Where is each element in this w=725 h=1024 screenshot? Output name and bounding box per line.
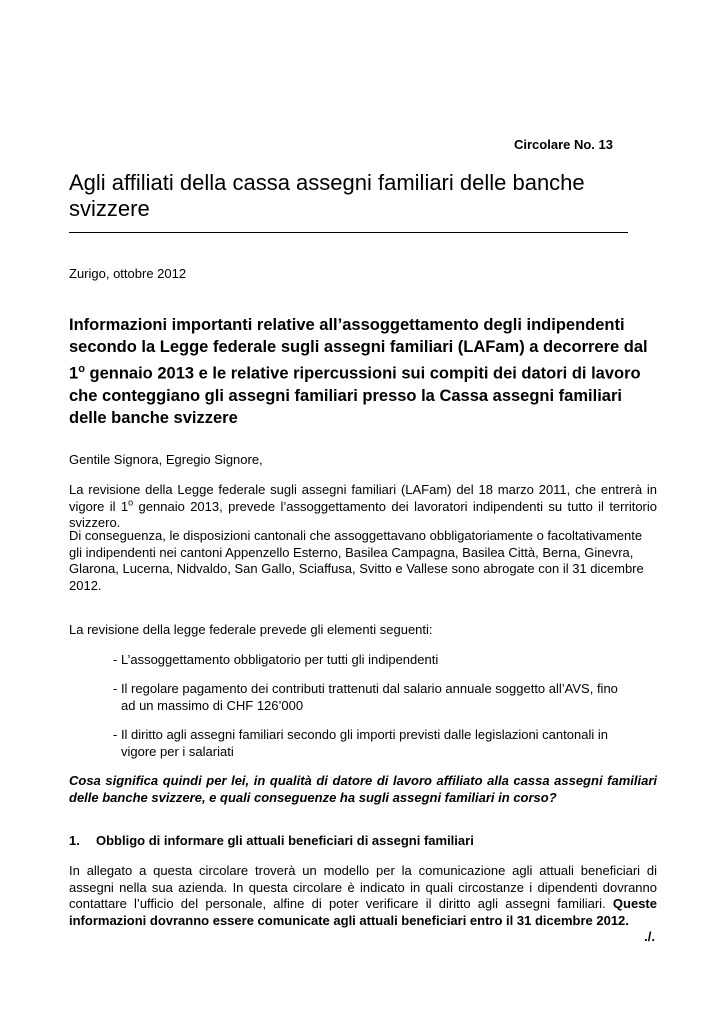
subject-heading [69, 314, 659, 429]
list-item-line1: - L’assoggettamento obbligatorio per tutti gli indipendenti [113, 652, 439, 667]
section-title: Obbligo di informare gli attuali beneficiari di assegni familiari [96, 833, 474, 848]
greeting: Gentile Signora, Egregio Signore, [69, 452, 263, 467]
list-item-line2: ad un massimo di CHF 126’000 [121, 697, 304, 713]
document-title: Agli affiliati della cassa assegni familiari delle banche svizzere [69, 170, 585, 221]
title-underline [69, 232, 628, 233]
heading-text-part2: gennaio 2013 e le relative ripercussioni sui compiti dei datori di lavoro che conteggiano gli assegni familiari presso la Cassa assegni familiari delle banche svizzere [69, 364, 641, 427]
question-paragraph: Cosa significa quindi per lei, in qualità di datore di lavoro affiliato alla cassa assegni familiari delle banche svizzere, e quali conseguenze ha sugli assegni familiari in corso? [69, 773, 657, 805]
paragraph1-superscript: o [128, 497, 134, 508]
section-heading [69, 833, 657, 848]
paragraph-consequence: Di conseguenza, le disposizioni cantonali che assoggettavano obbligatoriamente o facoltativamente gli indipendenti nei cantoni Appenzello Esterno, Basilea Campagna, Basilea Città, Berna, Ginevra, Glarona, Lucerna, Nidvaldo, San Gallo, Sciaffusa, Svitto e Vallese sono abrogate con il 31 dicembre 2012. [69, 528, 644, 593]
heading-superscript: o [78, 363, 85, 375]
heading-text-part1: Informazioni importanti relative all’assoggettamento degli indipendenti secondo la Legge federale sugli assegni familiari (LAFam) a decorrere dal 1 [69, 316, 648, 383]
circular-number: Circolare No. 13 [514, 137, 613, 152]
place-date: Zurigo, ottobre 2012 [69, 266, 187, 281]
list-item [113, 681, 658, 714]
paragraph-elements-intro: La revisione della legge federale prevede gli elementi seguenti: [69, 622, 433, 637]
list-item-line2: vigore per i salariati [121, 743, 234, 759]
list-item-line1: - Il regolare pagamento dei contributi trattenuti dal salario annuale soggetto all’AVS, fino [113, 681, 618, 696]
section-number: 1. [69, 833, 80, 848]
continuation-mark: ./. [644, 929, 655, 944]
paragraph1-part1: La revisione della Legge federale sugli assegni familiari (LAFam) del 18 marzo 2011, che entrerà in vigore il 1 [69, 482, 657, 514]
section-bold-text: Queste informazioni dovranno essere comunicate agli attuali beneficiari entro il 31 dicembre 2012. [69, 896, 657, 928]
section-paragraph [69, 863, 657, 929]
list-item [113, 727, 658, 760]
list-item-line1: - Il diritto agli assegni familiari secondo gli importi previsti dalle legislazioni cantonali in [113, 727, 608, 742]
paragraph1-part2: gennaio 2013, prevede l’assoggettamento dei lavoratori indipendenti su tutto il territorio svizzero. [69, 498, 657, 530]
section-text: In allegato a questa circolare troverà un modello per la comunicazione agli attuali beneficiari di assegni nella sua azienda. In questa circolare è indicato in quali circostanze i dipendenti dovranno contattare l’ufficio del personale, alfine di poter verificare il diritto agli assegni familiari. [69, 863, 657, 911]
paragraph-revision [69, 482, 657, 532]
list-item [113, 652, 658, 669]
